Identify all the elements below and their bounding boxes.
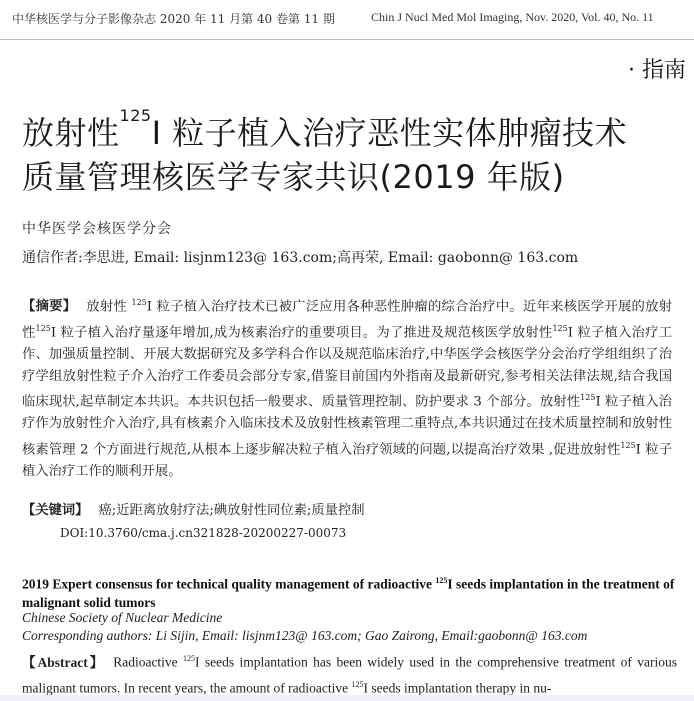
running-header <box>0 0 694 40</box>
abstract-text: I 粒子植入治疗作为放射性介入治疗,具有核素介入临床技术及放射性核素管理二重特点,本共识通过在技术质量控制和放射性核素管理 2 个方面进行规范,从根本上逐步解决粒子植入治疗领域的问题,以提高治疗效果 ,促进放射性 <box>22 394 672 458</box>
english-abstract-text: Radioactive <box>113 654 184 670</box>
english-authors: Corresponding authors: Li Sijin, Email: lisjnm123@ 163.com; Gao Zairong, Email:gaobonn@ 163.com <box>22 628 588 643</box>
abstract-text: I 粒子植入治疗技术已被广泛应用各种恶性肿瘤的综合治疗中。近年来核医学开展的放射性 <box>22 299 672 341</box>
english-title <box>22 572 682 612</box>
keywords-label: 【关键词】 <box>22 503 89 518</box>
keywords-text: 癌;近距离放射疗法;碘放射性同位素;质量控制 <box>98 503 365 518</box>
isotope-superscript: 125 <box>435 576 448 585</box>
english-abstract-text: I seeds implantation therapy in nu- <box>363 680 552 695</box>
english-abstract <box>22 648 677 699</box>
abstract-text: I 粒子植入治疗量逐年增加,成为核素治疗的重要项目。为了推进及规范核医学放射性 <box>50 325 553 341</box>
english-title-text: I seeds implantation in the treatment of malignant solid tumors <box>22 576 675 610</box>
journal-header-en: Chin J Nucl Med Mol Imaging, Nov. 2020, Vol. 40, No. 11 <box>371 10 654 24</box>
abstract-label: 【摘要】 <box>22 299 77 315</box>
isotope-superscript: 125 <box>131 298 147 307</box>
english-abstract-text: I seeds implantation has been widely used in the comprehensive treatment of various malignant tumors. In recent years, the amount of radioactive <box>22 654 677 695</box>
bottom-edge <box>0 695 694 701</box>
isotope-superscript: 125 <box>620 440 636 450</box>
abstract-cn <box>22 292 672 482</box>
doi: DOI:10.3760/cma.j.cn321828-20200227-00073 <box>60 526 347 540</box>
isotope-superscript: 125 <box>580 393 596 403</box>
title-part: 放射性 <box>22 114 120 152</box>
isotope-superscript: 125 <box>552 324 568 334</box>
section-label: · 指南 <box>628 58 686 83</box>
correspondence: 通信作者:李思进, Email: lisjnm123@ 163.com;高再荣, Email: gaobonn@ 163.com <box>22 250 579 266</box>
isotope-superscript: 125 <box>119 106 152 125</box>
title-part: I 粒子植入治疗恶性实体肿瘤技术 <box>151 114 628 152</box>
keywords <box>22 500 672 522</box>
isotope-superscript: 125 <box>351 679 364 689</box>
journal-header-cn: 中华核医学与分子影像杂志 2020 年 11 月第 40 卷第 11 期 <box>12 12 335 26</box>
abstract-text: I 粒子植入治疗工作的顺利开展。 <box>22 442 672 479</box>
organization: 中华医学会核医学分会 <box>22 221 172 237</box>
english-society: Chinese Society of Nuclear Medicine <box>22 610 223 625</box>
article-title-line-2: 质量管理核医学专家共识(2019 年版) <box>22 158 565 196</box>
abstract-text: 放射性 <box>86 299 132 315</box>
abstract-text: I 粒子植入治疗工作、加强质量控制、开展大数据研究及多学科合作以及规范临床治疗,中华医学会核医学分会治疗学组组织了治疗学组放射性粒子介入治疗工作委员会部分专家,借鉴目前国内外指南及最新研究,参考相关法律法规,结合我国临床现状,起草制定本共识。本共识包括一般要求、质量管理控制、防护要求 3 个部分。放射性 <box>22 325 672 410</box>
isotope-superscript: 125 <box>183 654 196 663</box>
english-title-text: 2019 Expert consensus for technical quality management of radioactive <box>22 576 436 592</box>
article-title-line-1 <box>22 108 627 154</box>
isotope-superscript: 125 <box>35 324 51 334</box>
english-abstract-label: 【Abstract】 <box>22 654 106 670</box>
